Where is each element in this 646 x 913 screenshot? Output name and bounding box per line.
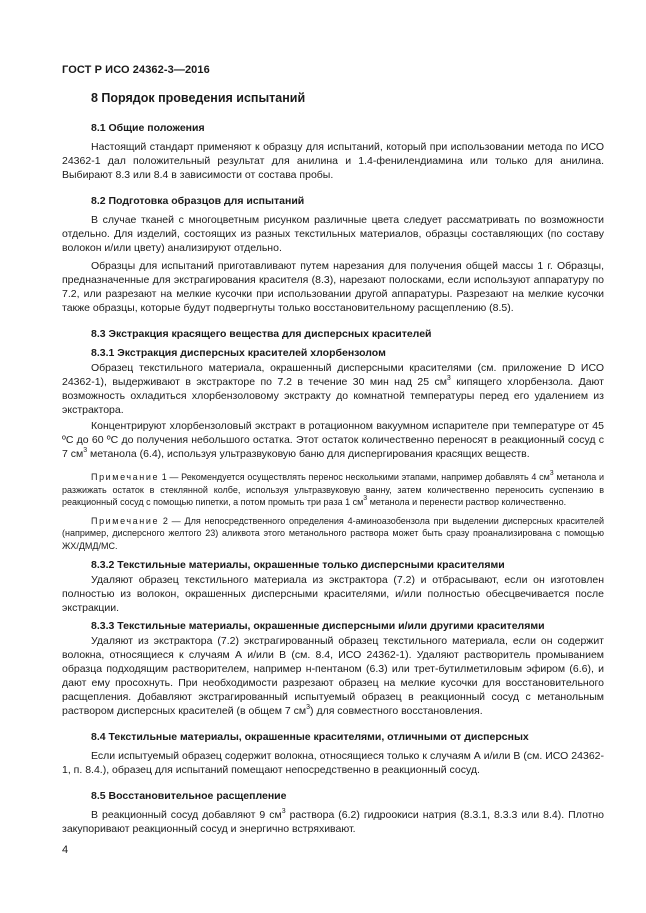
note-2: Примечание 2 — Для непосредственного определения 4-аминоазобензола при выделении дисперсных красителей (например, дисперсного желтого 23) аликвота этого метанольного раствора может быть сразу проанализирована с помощью ЖХ/ДМД/МС. xyxy=(62,515,604,551)
section-8-5-paragraph: В реакционный сосуд добавляют 9 $см^3$ раствора (6.2) гидроокиси натрия (8.3.1, 8.3.3 или 8.4). Плотно закупоривают реакционный сосуд и энергично встряхивают. xyxy=(62,807,605,835)
section-8-2-paragraph-1: В случае тканей с многоцветным рисунком различные цвета следует рассматривать по возможности отдельно. Для изделий, состоящих из разных текстильных материалов, образцы составляющих (по составу волокон и/или цвету) анализируют отдельно. xyxy=(62,214,604,254)
section-8-3-1-title: 8.3.1 Экстракция дисперсных красителей хлорбензолом xyxy=(91,347,386,359)
section-8-4-paragraph: Если испытуемый образец содержит волокна, относящиеся только к случаям А и/или В (см. ИСО 24362-1, п. 8.4.), образец для испытаний помещают непосредственно в реакционный сосуд. xyxy=(62,750,604,776)
section-8-2-paragraph-2: Образцы для испытаний приготавливают путем нарезания для получения общей массы 1 г. Образцы, предназначенные для экстрагирования красителя (8.3), нарезают полосками, если используют аппаратуру по 7.2, или разрезают на мелкие кусочки при использовании другой аппаратуры. Разрезают на мелкие кусочки также образцы, которые будут подвергнуты только восстановительному расщеплению (8.5). xyxy=(62,260,604,314)
section-8-3-2-title: 8.3.2 Текстильные материалы, окрашенные только дисперсными красителями xyxy=(91,559,505,571)
section-8-title: 8 Порядок проведения испытаний xyxy=(91,91,306,105)
section-8-3-3-title: 8.3.3 Текстильные материалы, окрашенные дисперсными и/или другими красителями xyxy=(91,620,545,632)
section-8-4-title: 8.4 Текстильные материалы, окрашенные красителями, отличными от дисперсных xyxy=(91,731,529,743)
document-body xyxy=(62,90,604,840)
section-8-3-3-paragraph: Удаляют из экстрактора (7.2) экстрагированный образец текстильного материала, если он содержит волокна, относящиеся к случаям А и/или В (см. 8.4, ИСО 24362-1). Удаляют растворитель промыванием образца подходящим растворителем, например н-пентаном (6.3) или трет-бутилметиловым эфиром (6.6), и дают ему просохнуть. При необходимости разрезают образец на мелкие кусочки для восстановительного расщепления. Добавляют экстрагированный испытуемый образец в реакционный сосуд с метанольным раствором дисперсных красителей (в общем 7 $см^3$) для совместного восстановления. xyxy=(62,635,604,717)
section-8-3-title: 8.3 Экстракция красящего вещества для дисперсных красителей xyxy=(91,328,432,340)
section-8-2-title: 8.2 Подготовка образцов для испытаний xyxy=(91,195,305,207)
page-number: 4 xyxy=(62,844,69,856)
section-8-3-1-paragraph-2: Концентрируют хлорбензоловый экстракт в ротационном вакуумном испарителе при температуре от 45 ºС до 60 ºС до получения небольшого остатка. Этот остаток количественно переносят в реакционный сосуд с 7 $см^3$ метанола (6.4), используя ультразвуковую баню для диспергирования красящих веществ. xyxy=(62,420,604,460)
note-1: Примечание 1 — Рекомендуется осуществлять перенос несколькими этапами, например добавлять 4 $см^3$ метанола и разжижать остаток в стеклянной колбе, используя ультразвуковую ванну, затем количественно переносить суспензию в реакционный сосуд с помощью пипетки, а потом промыть три раза 1 $см^3$ метанола и перенести раствор количественно. xyxy=(62,470,604,507)
section-8-1-paragraph: Настоящий стандарт применяют к образцу для испытаний, который при использовании метода по ИСО 24362-1 дал положительный результат для анилина и 1.4-фенилендиамина или только для анилина. Выбирают 8.3 или 8.4 в зависимости от состава пробы. xyxy=(62,141,604,181)
section-8-3-1-paragraph-1: Образец текстильного материала, окрашенный дисперсными красителями (см. приложение D ИСО 24362-1), выдерживают в экстракторе по 7.2 в течение 30 мин над 25 $см^3$ кипящего хлорбензола. Дают возможность охладиться хлорбензоловому экстракту до комнатной температуры перед его удалением из экстрактора. xyxy=(62,362,604,416)
section-8-3-2-paragraph: Удаляют образец текстильного материала из экстрактора (7.2) и отбрасывают, если он изготовлен полностью из волокон, окрашенных дисперсными красителями, и/или полностью обесцвечивается после экстракции. xyxy=(62,574,604,614)
section-8-5-title: 8.5 Восстановительное расщепление xyxy=(91,790,287,802)
document-header: ГОСТ Р ИСО 24362-3—2016 xyxy=(62,64,210,76)
section-8-1-title: 8.1 Общие положения xyxy=(91,122,205,134)
